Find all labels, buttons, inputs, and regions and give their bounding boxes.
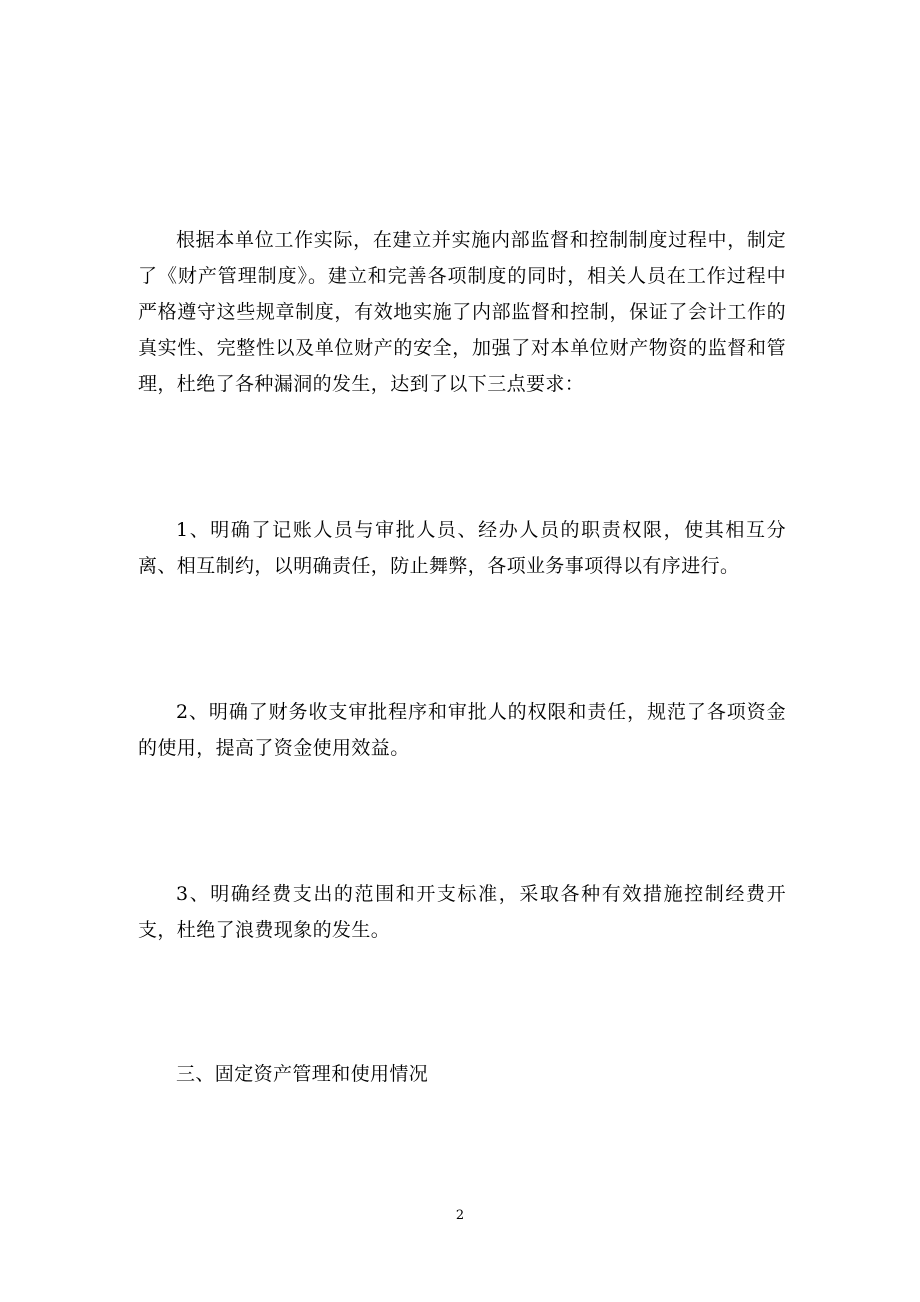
- page-number: 2: [455, 1208, 465, 1223]
- intro-paragraph: 根据本单位工作实际，在建立并实施内部监督和控制制度过程中，制定了《财产管理制度》。建立和完善各项制度的同时，相关人员在工作过程中严格遵守这些规章制度，有效地实施了内部监督和控制，保证了会计工作的真实性、完整性以及单位财产的安全，加强了对本单位财产物资的监督和管理，杜绝了各种漏洞的发生，达到了以下三点要求：: [138, 229, 786, 395]
- requirement-item-2: 2、明确了财务收支审批程序和审批人的权限和责任，规范了各项资金的使用，提高了资金使用效益。: [138, 701, 786, 759]
- section-heading: 三、固定资产管理和使用情况: [176, 1063, 429, 1085]
- requirement-item-3: 3、明确经费支出的范围和开支标准，采取各种有效措施控制经费开支，杜绝了浪费现象的发生。: [138, 883, 786, 941]
- requirement-item-1: 1、明确了记账人员与审批人员、经办人员的职责权限，使其相互分离、相互制约，以明确责任，防止舞弊，各项业务事项得以有序进行。: [138, 519, 786, 577]
